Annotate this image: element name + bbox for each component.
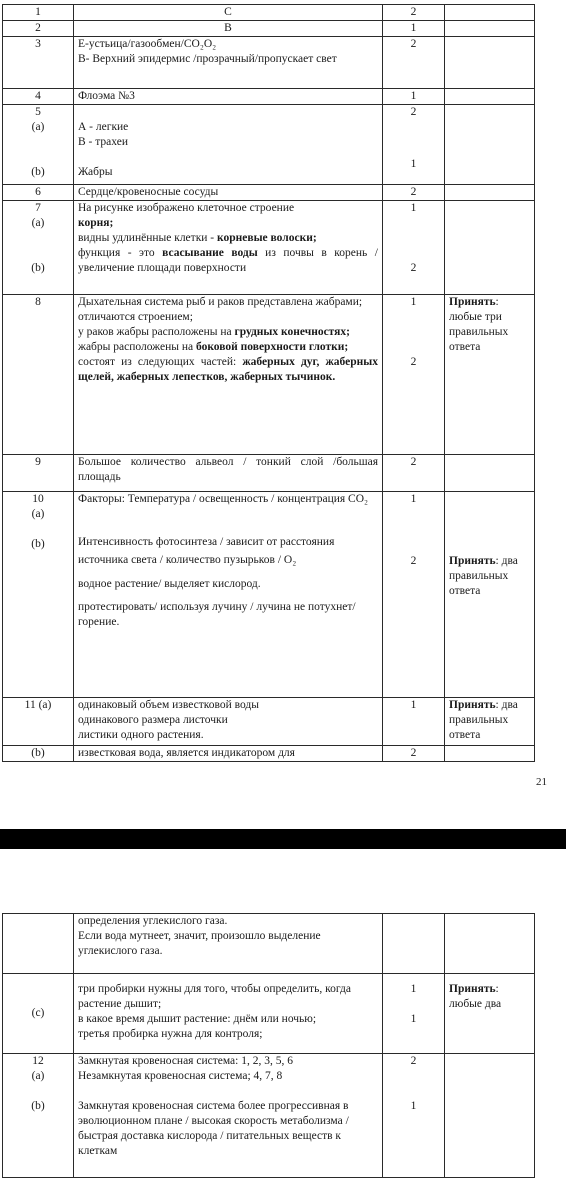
answer-line: протестировать/ используя лучину / лучина не потухнет/ горение.	[78, 601, 356, 628]
mark-cell	[383, 295, 445, 455]
question-number	[3, 105, 74, 185]
answer-cell	[74, 295, 383, 455]
mark-cell: 2	[383, 5, 445, 21]
mark-cell	[383, 201, 445, 295]
answer-cell: известковая вода, является индикатором для	[74, 746, 383, 762]
answer-key-term: боковой поверхности глотки;	[195, 341, 349, 353]
question-number: 8	[3, 295, 74, 455]
answer-key-term: грудных конечностях;	[234, 326, 350, 338]
answer-line: листики одного растения.	[78, 729, 204, 741]
answer-text: видны удлинённые клетки -	[78, 232, 218, 244]
mark-cell: 2	[383, 185, 445, 201]
comment-cell	[445, 1054, 535, 1178]
table-row	[3, 21, 535, 37]
mark-cell: 2	[383, 455, 445, 492]
answer-line: в какое время дышит растение: днём или ночью;	[78, 1013, 317, 1025]
table-row	[3, 974, 535, 1054]
answer-line: На рисунке изображено клеточное строение	[78, 202, 295, 214]
mark-cell: 2	[383, 746, 445, 762]
answer-cell	[74, 492, 383, 698]
question-number: (b)	[3, 746, 74, 762]
answer-cell	[74, 201, 383, 295]
comment-cell	[445, 89, 535, 105]
comment-cell	[445, 698, 535, 746]
subquestion-a: (a)	[31, 1070, 45, 1082]
answer-cell	[74, 105, 383, 185]
answer-cell: B	[74, 21, 383, 37]
mark-scheme-table-page2	[2, 913, 535, 1178]
question-number: 6	[3, 185, 74, 201]
table-row	[3, 105, 535, 185]
accept-label: Принять	[449, 699, 496, 711]
answer-line: E-устьица/газообмен/CO₂O₂	[78, 38, 217, 50]
mark-value: 1	[410, 983, 417, 995]
question-number-main: 5	[35, 106, 41, 118]
answer-line: Если вода мутнеет, значит, произошло выделение углекислого газа.	[78, 930, 321, 957]
mark-cell: 1	[383, 698, 445, 746]
comment-cell	[445, 5, 535, 21]
question-number	[3, 1054, 74, 1178]
question-number: (c)	[3, 974, 74, 1054]
answer-text: у раков жабры расположены на	[78, 326, 235, 338]
question-number: 9	[3, 455, 74, 492]
answer-cell	[74, 37, 383, 89]
accept-label: Принять	[449, 296, 496, 308]
comment-cell	[445, 914, 535, 974]
mark-value: 1	[410, 202, 417, 214]
comment-cell	[445, 21, 535, 37]
question-number: 11 (a)	[3, 698, 74, 746]
question-number	[3, 914, 74, 974]
subquestion-a: (a)	[31, 508, 45, 520]
subquestion-a: (a)	[31, 121, 45, 133]
table-row	[3, 89, 535, 105]
answer-cell: C	[74, 5, 383, 21]
answer-key-term: корня;	[78, 217, 114, 229]
answer-line: Незамкнутая кровеносная система; 4, 7, 8	[78, 1070, 283, 1082]
table-row	[3, 746, 535, 762]
question-number-main: 12	[32, 1055, 44, 1067]
mark-value: 2	[410, 555, 417, 567]
answer-line: одинаковый объем известковой воды	[78, 699, 259, 711]
answer-line: Замкнутая кровеносная система более прогрессивная в эволюционном плане / высокая скорость метаболизма / быстрая доставка кислорода / питательных веществ к клеткам	[78, 1100, 349, 1157]
mark-scheme-table-page1	[2, 4, 535, 762]
question-number: 4	[3, 89, 74, 105]
mark-value: 2	[410, 356, 417, 368]
table-row	[3, 37, 535, 89]
answer-cell	[74, 914, 383, 974]
mark-value: 1	[410, 1100, 417, 1112]
question-number: 3	[3, 37, 74, 89]
comment-text: : два правильных ответа	[449, 555, 518, 597]
mark-cell: 1	[383, 89, 445, 105]
mark-value: 2	[410, 106, 417, 118]
answer-line: одинакового размера листочки	[78, 714, 228, 726]
comment-cell	[445, 295, 535, 455]
comment-cell	[445, 185, 535, 201]
table-row	[3, 201, 535, 295]
answer-key-term: всасывание воды	[162, 247, 258, 259]
mark-cell: 1	[383, 21, 445, 37]
mark-cell	[383, 914, 445, 974]
comment-text: : любые три правильных ответа	[449, 296, 509, 353]
question-number: 1	[3, 5, 74, 21]
answer-key-term: корневые волоски;	[217, 232, 317, 244]
mark-value: 1	[410, 493, 417, 505]
answer-text: функция - это	[78, 247, 163, 259]
table-row	[3, 455, 535, 492]
mark-cell: 2	[383, 37, 445, 89]
answer-line: Дыхательная система рыб и раков представлена жабрами;	[78, 296, 363, 308]
mark-cell	[383, 1054, 445, 1178]
page-divider	[0, 829, 566, 849]
question-number-main: 7	[35, 202, 41, 214]
answer-cell	[74, 1054, 383, 1178]
answer-cell: Флоэма №3	[74, 89, 383, 105]
answer-line: B- Верхний эпидермис /прозрачный/пропускает свет	[78, 53, 337, 65]
table-row	[3, 295, 535, 455]
answer-text: из почвы в корень / увеличение площади поверхности	[78, 247, 378, 274]
answer-line: Замкнутая кровеносная система: 1, 2, 3, 5, 6	[78, 1055, 293, 1067]
subquestion-b: (b)	[31, 166, 45, 178]
accept-label: Принять	[449, 983, 496, 995]
mark-value: 2	[410, 262, 417, 274]
answer-line: А - легкие	[78, 121, 129, 133]
question-number	[3, 201, 74, 295]
table-row	[3, 698, 535, 746]
subquestion-b: (b)	[31, 262, 45, 274]
subquestion-b: (b)	[31, 538, 45, 550]
comment-cell	[445, 455, 535, 492]
comment-cell	[445, 492, 535, 698]
answer-line: Жабры	[78, 166, 113, 178]
answer-line: Факторы: Температура / освещенность / концентрация CO₂	[78, 493, 369, 505]
comment-cell	[445, 746, 535, 762]
answer-cell: Сердце/кровеносные сосуды	[74, 185, 383, 201]
mark-cell	[383, 105, 445, 185]
mark-value: 1	[410, 1013, 417, 1025]
comment-cell	[445, 201, 535, 295]
mark-cell	[383, 492, 445, 698]
table-row	[3, 914, 535, 974]
subquestion-b: (b)	[31, 1100, 45, 1112]
table-row	[3, 5, 535, 21]
question-number: 2	[3, 21, 74, 37]
answer-key-term: жаберных дуг, жаберных щелей, жаберных лепестков, жаберных тычинок.	[78, 356, 378, 383]
mark-value: 1	[410, 296, 417, 308]
answer-text: жабры расположены на	[78, 341, 196, 353]
page-number: 21	[536, 776, 547, 788]
table-row	[3, 185, 535, 201]
answer-line: третья пробирка нужна для контроля;	[78, 1028, 263, 1040]
mark-value: 2	[410, 1055, 417, 1067]
table-row	[3, 1054, 535, 1178]
answer-line: Интенсивность фотосинтеза / зависит от расстояния источника света / количество пузырьков / O₂	[78, 536, 335, 566]
question-number	[3, 492, 74, 698]
mark-value: 1	[410, 158, 417, 170]
comment-cell	[445, 974, 535, 1054]
mark-cell	[383, 974, 445, 1054]
answer-line: водное растение/ выделяет кислород.	[78, 578, 261, 590]
answer-line: определения углекислого газа.	[78, 915, 228, 927]
answer-line: В - трахеи	[78, 136, 128, 148]
comment-cell	[445, 37, 535, 89]
comment-cell	[445, 105, 535, 185]
answer-line: три пробирки нужны для того, чтобы определить, когда растение дышит;	[78, 983, 351, 1010]
accept-label: Принять	[449, 555, 496, 567]
comment-text: : два правильных ответа	[449, 699, 518, 741]
table-row	[3, 492, 535, 698]
question-number-main: 10	[32, 493, 44, 505]
subquestion-a: (a)	[31, 217, 45, 229]
answer-cell	[74, 974, 383, 1054]
answer-line: отличаются строением;	[78, 311, 193, 323]
answer-cell: Большое количество альвеол / тонкий слой /большая площадь	[74, 455, 383, 492]
comment-text: : любые два	[449, 983, 502, 1010]
answer-text: состоят из следующих частей:	[78, 356, 243, 368]
answer-cell	[74, 698, 383, 746]
